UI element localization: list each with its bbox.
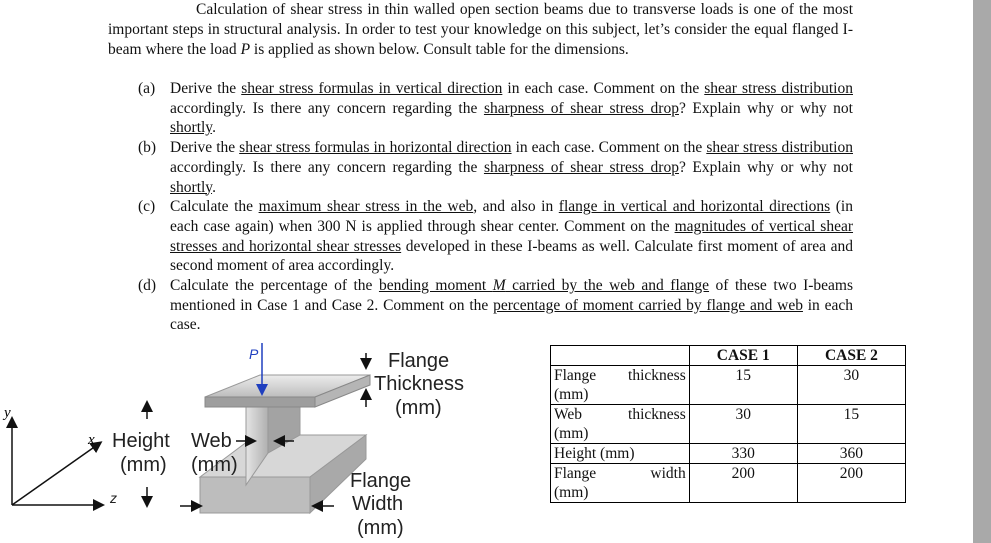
case2-value: 360 [797,444,905,464]
intro-line-3b: is applied as shown below. Consult table for the dimensions. [250,41,629,58]
table-row [551,464,906,503]
i-beam-diagram [0,335,530,543]
intro-line-3a: the equal flanged I-beam where the load [108,21,853,58]
flange-width-label-2: Width [352,493,404,515]
flange-thickness-label: Flange [388,350,450,372]
height-label: Height [112,430,170,452]
question-text: Calculate the maximum shear stress in the web, and also in flange in vertical and horizontal directions (in each case again) when 300 N is applied through shear center. Comment on the magnitudes of vertical shear stresses and horizontal shear stresses developed in these I-beams as well. Calculate first moment of area and second moment of area accordingly. [170,198,854,275]
question-b [138,138,853,197]
question-text: Calculate the percentage of the bending moment M carried by the web and flange of these two I-beams mentioned in Case 1 and Case 2. Comment on the percentage of moment carried by flange and web in each case. [170,277,853,334]
case2-value: 30 [797,366,905,405]
load-label: P [249,346,259,362]
flange-width-unit: (mm) [357,517,404,539]
height-unit: (mm) [120,454,167,476]
table-row [551,366,906,405]
web-label: Web [191,430,232,452]
row-label: Flange width (mm) [551,464,690,503]
axis-y-label: y [4,405,11,421]
table-header-row [551,346,906,366]
web-unit: (mm) [191,454,238,476]
flange-width-label: Flange [350,470,412,492]
case1-value: 30 [689,405,797,444]
problem-intro [108,0,853,60]
question-list [138,79,853,335]
axis-z-label: z [110,490,117,506]
intro-line-2: the most important steps in structural analysis. In order to test your knowledge on this subject, let’s consider [108,1,853,38]
axis-x-label: x [88,432,95,448]
coordinate-axes [2,405,117,506]
question-label: (a) [138,80,156,97]
table-header: CASE 1 [689,346,797,366]
flange-thickness-label-2: Thickness [374,373,465,395]
question-text: Derive the shear stress formulas in horizontal direction in each case. Comment on the shear stress distribution accordingly. Is there any concern regarding the sharpness of shear stress drop? Explain why or why not shortly. [170,139,853,196]
case1-value: 200 [689,464,797,503]
question-c [138,197,853,276]
question-text: Derive the shear stress formulas in vertical direction in each case. Comment on the shear stress distribution accordingly. Is there any concern regarding the sharpness of shear stress drop? Explain why or why not shortly. [170,80,853,137]
height-dimension [112,403,170,505]
question-label: (c) [138,198,156,216]
question-label: (d) [138,277,157,295]
row-label: Height (mm) [551,444,690,464]
row-label: Flange thickness (mm) [551,366,690,405]
table-header [551,346,690,366]
question-a [138,79,853,138]
table-row [551,405,906,444]
case2-value: 200 [797,464,905,503]
row-label: Web thickness (mm) [551,405,690,444]
vertical-scrollbar[interactable] [973,0,991,543]
question-label: (b) [138,139,157,157]
question-d [138,276,853,335]
flange-thickness-unit: (mm) [395,397,442,419]
load-variable: P [240,41,251,58]
dimensions-table [550,345,906,503]
flange-thickness-dimension [366,350,464,419]
case1-value: 15 [689,366,797,405]
table-row [551,444,906,464]
table-header: CASE 2 [797,346,905,366]
intro-line-1: Calculation of shear stress in thin walled open section beams due to transverse loads is one of [196,1,794,18]
case2-value: 15 [797,405,905,444]
case1-value: 330 [689,444,797,464]
